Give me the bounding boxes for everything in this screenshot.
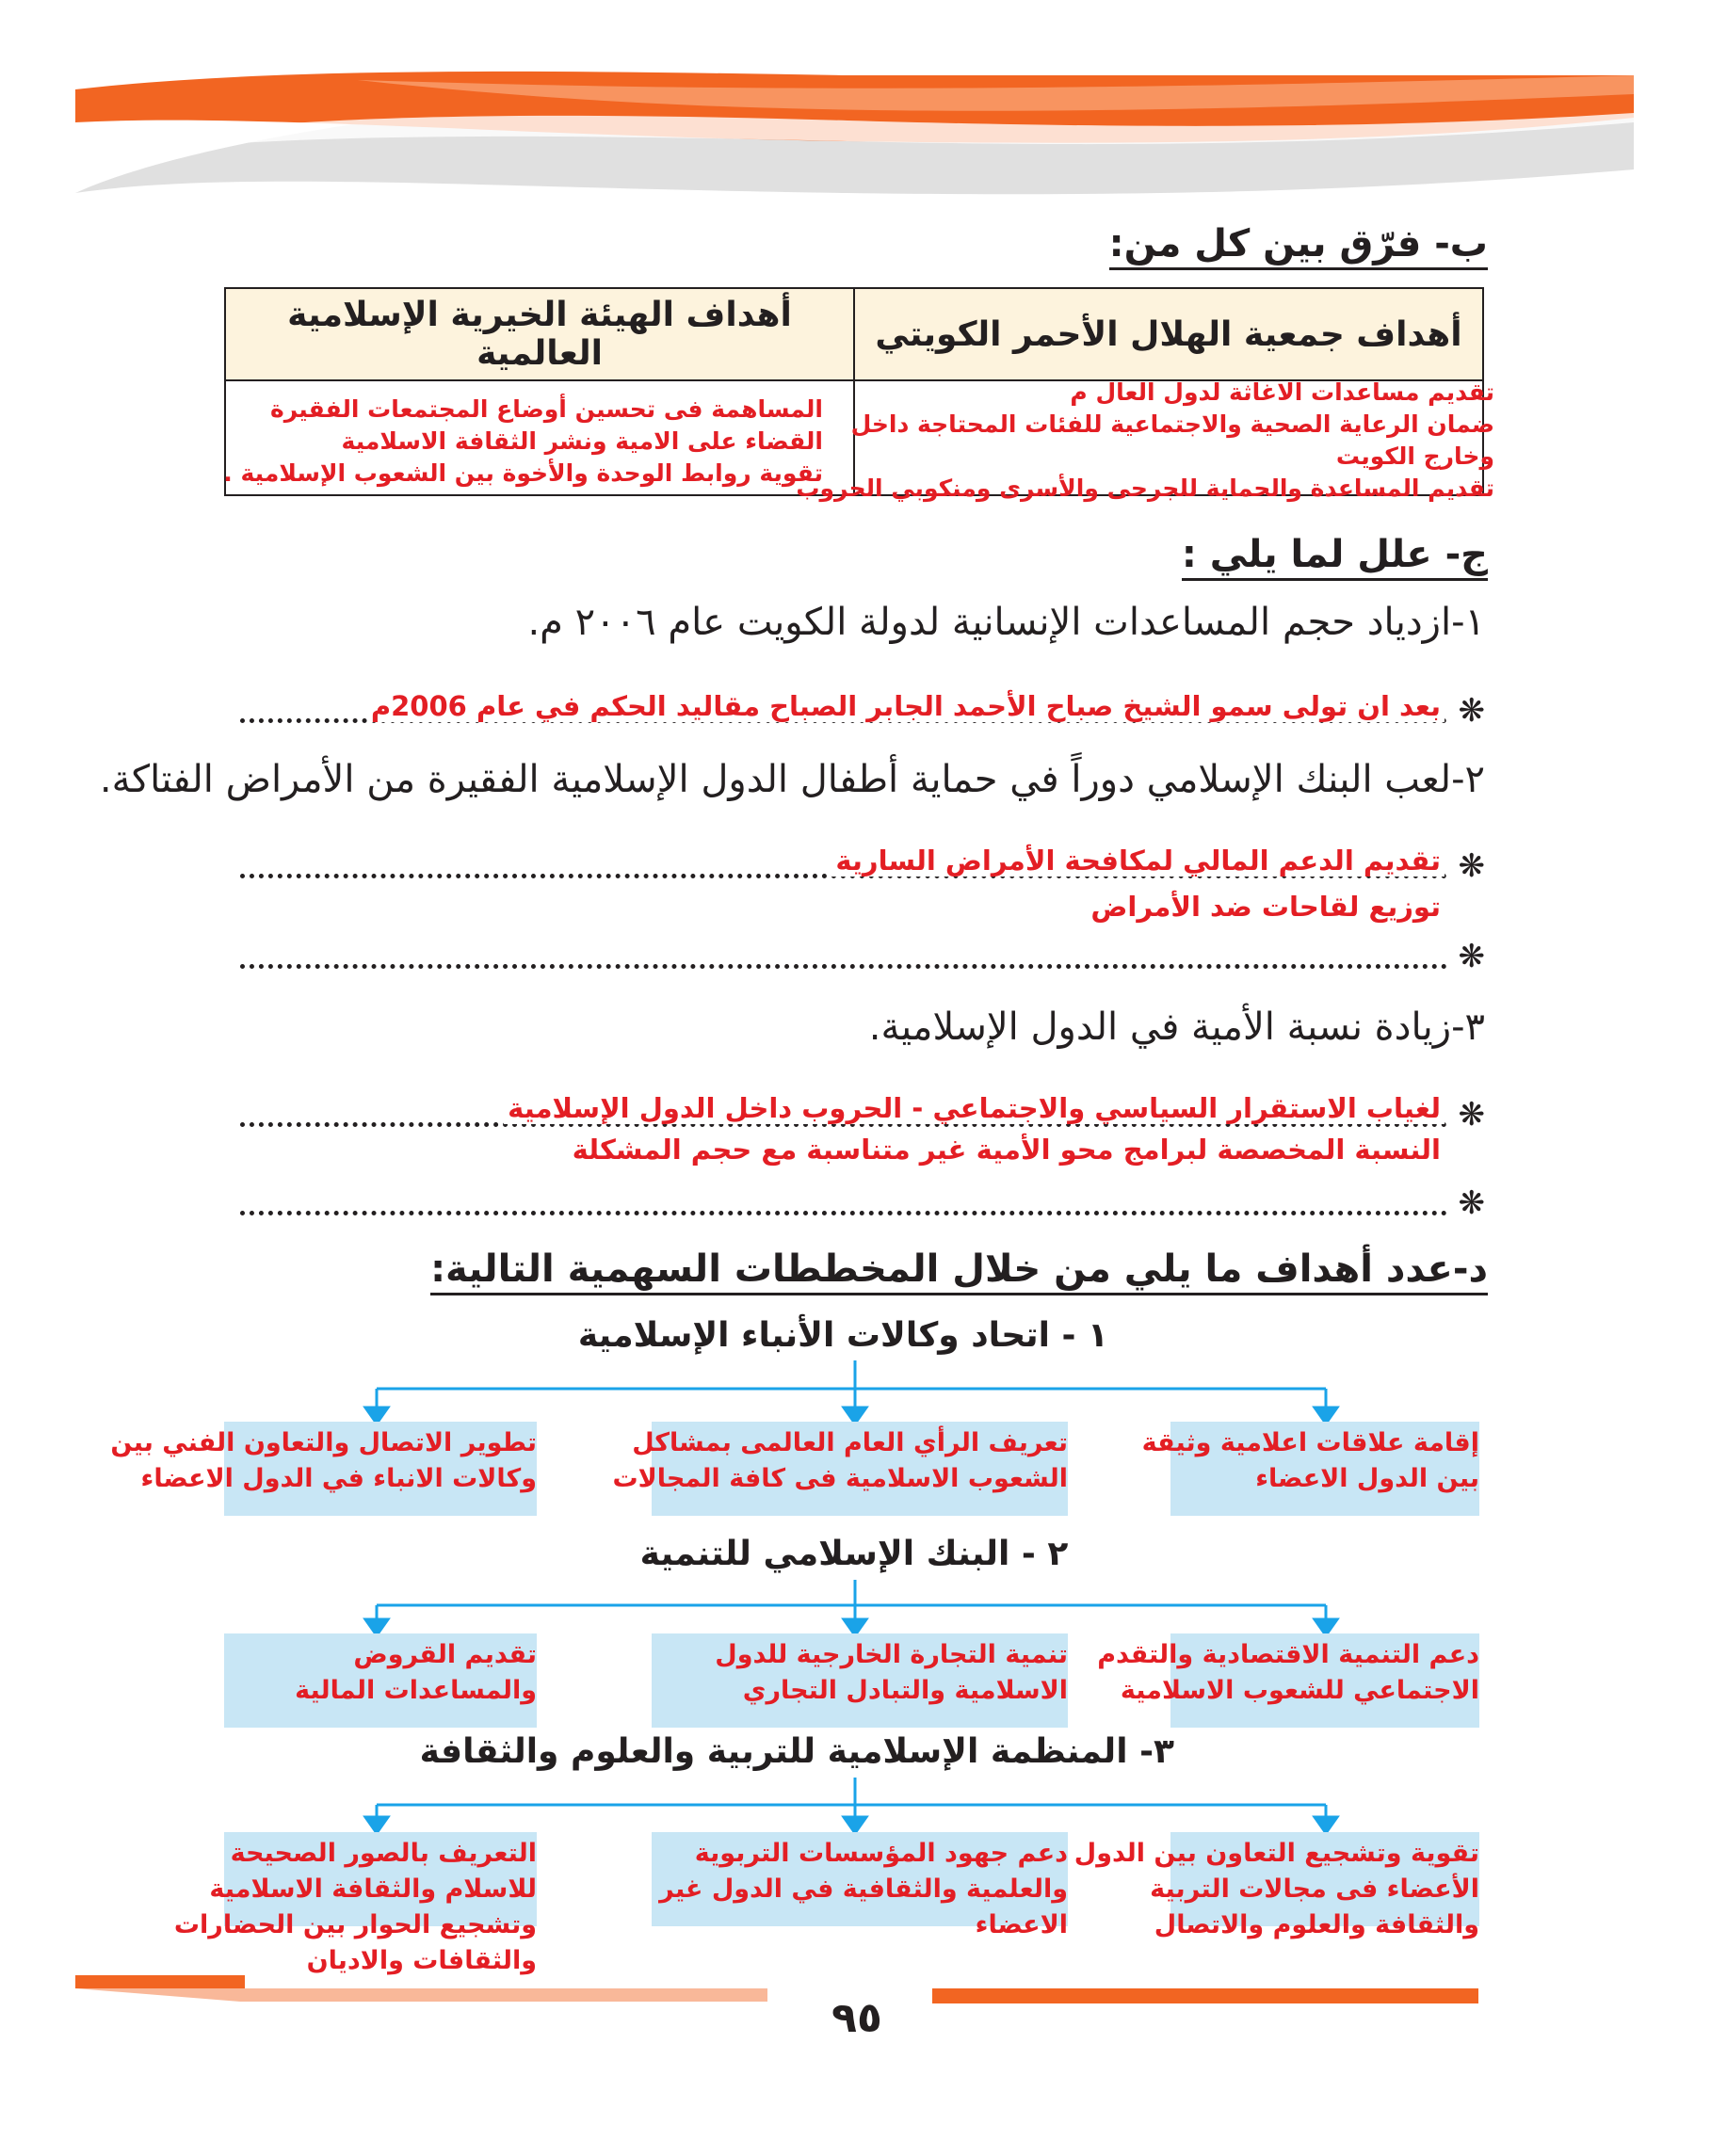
answer-2b-text: توزيع لقاحات ضد الأمراض (1087, 891, 1445, 923)
diagram-2-goal-3 (224, 1633, 537, 1728)
answer-row-3b (240, 1184, 1485, 1231)
diagram-3-title: ٣- المنظمة الإسلامية للتربية والعلوم والثقافة (419, 1732, 1174, 1771)
answer-line: تقديم المساعدة والحماية للجرحى والأسرى ومنكوبي الحروب (796, 475, 1494, 502)
question-3: ٣-زيادة نسبة الأمية في الدول الإسلامية. (868, 1006, 1485, 1049)
goal-line: تقوية وتشجيع التعاون بين الدول (1073, 1839, 1479, 1868)
diagram-3-arrow-right-head (1315, 1817, 1337, 1833)
section-d-heading: د-عدد أهداف ما يلي من خلال المخططات السهمية التالية: (430, 1247, 1488, 1295)
goal-line: تنمية التجارة الخارجية للدول (715, 1640, 1068, 1669)
answer-dotted-line (240, 1211, 1447, 1215)
answer-line: تقديم مساعدات الاغاثة لدول العال م (1070, 378, 1494, 406)
goal-line: الاجتماعي للشعوب الاسلامية (1120, 1676, 1479, 1705)
asterisk-bullet-icon: ❋ (1458, 1184, 1485, 1222)
answer-line: ضمان الرعاية الصحية والاجتماعية للفئات المحتاجة داخل (850, 410, 1494, 438)
diagram-1-goal-1 (1141, 1422, 1479, 1516)
asterisk-bullet-icon: ❋ (1458, 692, 1485, 730)
answer-dotted-line (240, 964, 1447, 969)
answer-3b-text: النسبة المخصصة لبرامج محو الأمية غير متناسبة مع حجم المشكلة (569, 1134, 1445, 1166)
diagram-3-goal-3 (173, 1832, 537, 1975)
diagram-1-goal-3 (110, 1422, 537, 1516)
red-crescent-goals (796, 377, 1494, 505)
diagram-1-goal-2 (612, 1422, 1068, 1516)
answer-3a-text: لغياب الاستقرار السياسي والاجتماعي - الحروب داخل الدول الإسلامية (504, 1092, 1445, 1124)
header-swoosh-orange (75, 72, 1634, 143)
diagram-3-arrow-left-head (365, 1817, 388, 1833)
answer-line: تقوية روابط الوحدة والأخوة بين الشعوب الإسلامية . (223, 459, 823, 487)
header-swoosh-grey (75, 80, 1634, 194)
goal-line: والعلمية والثقافية في الدول غير (659, 1874, 1068, 1904)
goal-line: دعم التنمية الاقتصادية والتقدم (1097, 1640, 1479, 1669)
question-1: ١-ازدياد حجم المساعدات الإنسانية لدولة الكويت عام ٢٠٠٦ م. (527, 601, 1485, 644)
answer-2a-text: تقديم الدعم المالي لمكافحة الأمراض السارية (831, 845, 1445, 877)
header-swoosh-light (358, 75, 1634, 111)
goal-line: الأعضاء فى مجالات التربية (1150, 1874, 1479, 1904)
goal-line: تطوير الاتصال والتعاون الفني بين (110, 1428, 537, 1457)
asterisk-bullet-icon: ❋ (1458, 938, 1485, 975)
diagram-2-title: ٢ - البنك الإسلامي للتنمية (639, 1535, 1069, 1573)
asterisk-bullet-icon: ❋ (1458, 847, 1485, 885)
goal-line: والثقافات والاديان (306, 1946, 537, 1975)
goal-line: للاسلام والثقافة الاسلامية (209, 1874, 537, 1904)
answer-row-2b (240, 938, 1485, 985)
diagram-3-goal-1 (1073, 1832, 1479, 1939)
answer-line: المساهمة فى تحسين أوضاع المجتمعات الفقيرة (269, 395, 823, 423)
goal-line: وتشجيع الحوار بين الحضارات (173, 1910, 537, 1939)
answer-line: القضاء على الامية ونشر الثقافة الاسلامية (341, 427, 823, 455)
answer-1a-text: بعد ان تولى سمو الشيخ صباح الأحمد الجابر الصباح مقاليد الحكم في عام 2006م (367, 690, 1445, 722)
goal-line: تعريف الرأي العام العالمى بمشاكل (632, 1428, 1068, 1457)
section-c-heading: ج- علل لما يلي : (1182, 533, 1488, 581)
charity-org-goals (223, 394, 823, 490)
diagram-2-goal-1 (1097, 1633, 1479, 1728)
question-2: ٢-لعب البنك الإسلامي دوراً في حماية أطفال الدول الإسلامية الفقيرة من الأمراض الفتاكة. (99, 758, 1485, 801)
goal-line: الشعوب الاسلامية فى كافة المجالات (612, 1464, 1068, 1493)
section-b-heading: ب- فرّق بين كل من: (1109, 222, 1488, 270)
footer-bar-left-peach (75, 1988, 767, 2002)
diagram-2-goal-2 (652, 1633, 1068, 1728)
page-number: ٩٥ (831, 1994, 882, 2042)
answer-line: وخارج الكويت (1335, 442, 1494, 470)
footer-bar-left-orange (75, 1975, 245, 1988)
goal-line: بين الدول الاعضاء (1255, 1464, 1479, 1493)
goal-line: إقامة علاقات اعلامية وثيقة (1141, 1428, 1479, 1457)
goal-line: والمساعدات المالية (295, 1676, 537, 1705)
header-swoosh-white (75, 113, 1634, 160)
goal-line: وكالات الانباء في الدول الاعضاء (140, 1464, 537, 1493)
table-header-red-crescent: أهداف جمعية الهلال الأحمر الكويتي (854, 288, 1483, 380)
diagram-1-title: ١ - اتحاد وكالات الأنباء الإسلامية (577, 1316, 1108, 1355)
goal-line: الاعضاء (975, 1910, 1068, 1939)
asterisk-bullet-icon: ❋ (1458, 1096, 1485, 1134)
goal-line: والثقافة والعلوم والاتصال (1154, 1910, 1479, 1939)
table-header-charity-org: أهداف الهيئة الخيرية الإسلامية العالمية (225, 288, 854, 380)
diagram-3-goal-2 (652, 1832, 1068, 1939)
footer-bar-right-orange (932, 1988, 1478, 2003)
goal-line: الاسلامية والتبادل التجاري (742, 1676, 1068, 1705)
diagram-3-arrow-middle-head (844, 1817, 866, 1833)
goal-line: تقديم القروض (353, 1640, 537, 1669)
goal-line: التعريف بالصور الصحيحة (230, 1839, 537, 1868)
goal-line: دعم جهود المؤسسات التربوية (694, 1839, 1068, 1868)
